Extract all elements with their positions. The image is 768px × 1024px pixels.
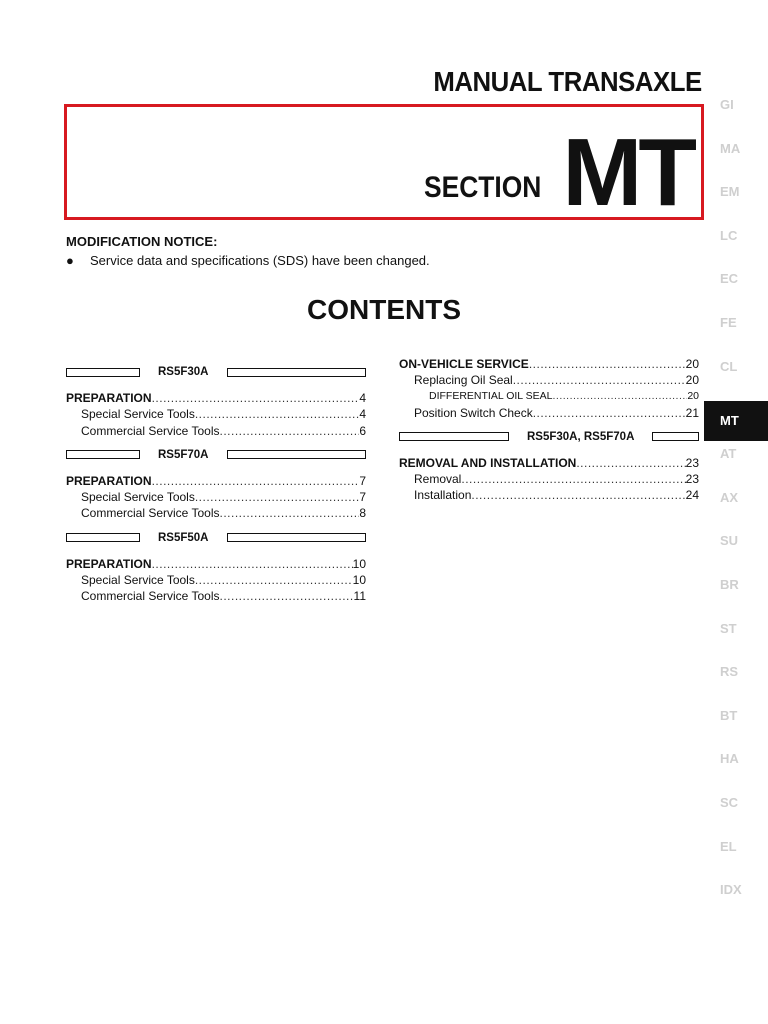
- toc-entry-title: Position Switch Check: [414, 405, 533, 420]
- dot-leader: [152, 473, 360, 489]
- toc-entry-title: ON-VEHICLE SERVICE: [399, 357, 529, 371]
- notice-text: Service data and specifications (SDS) have been changed.: [90, 253, 430, 268]
- section-tab-su[interactable]: SU: [720, 533, 739, 549]
- toc-entry-page: 7: [359, 490, 366, 505]
- toc-entry[interactable]: [66, 556, 366, 572]
- toc-entry-page: 11: [353, 589, 366, 604]
- toc-entry-title: PREPARATION: [66, 556, 152, 571]
- dot-leader: [195, 489, 359, 505]
- toc-entry-title: Special Service Tools: [81, 490, 195, 505]
- contents-column-right: [399, 356, 699, 504]
- variant-label: RS5F30A: [158, 366, 209, 378]
- toc-entry[interactable]: [399, 487, 699, 503]
- toc-entry-title: Removal: [414, 472, 462, 487]
- toc-entry[interactable]: [399, 471, 699, 487]
- dot-leader: [220, 423, 360, 439]
- notice-title: MODIFICATION NOTICE:: [66, 234, 218, 249]
- section-tab-idx[interactable]: IDX: [720, 882, 742, 898]
- section-tab-bt[interactable]: BT: [720, 707, 738, 723]
- toc-entry-title: PREPARATION: [66, 474, 152, 489]
- dot-leader: [152, 390, 360, 406]
- section-tab-gi[interactable]: GI: [720, 97, 734, 112]
- toc-entry-title: Special Service Tools: [81, 407, 195, 422]
- toc-entry-page: 23: [685, 472, 699, 487]
- section-tab-rail: [704, 94, 768, 923]
- divider-bar: [652, 432, 699, 441]
- divider-bar: [227, 533, 367, 542]
- toc-entry-title: PREPARATION: [66, 391, 152, 406]
- section-tab-br[interactable]: BR: [720, 576, 739, 592]
- toc-entry-title: Commercial Service Tools: [81, 423, 220, 438]
- divider-bar: [66, 450, 140, 459]
- variant-divider: [66, 530, 366, 546]
- section-tab-ma[interactable]: MA: [720, 140, 741, 156]
- section-tab-lc[interactable]: LC: [720, 227, 738, 243]
- dot-leader: [529, 356, 686, 372]
- toc-entry-title: REMOVAL AND INSTALLATION: [399, 456, 577, 471]
- toc-entry[interactable]: [66, 572, 366, 588]
- section-tab-fe[interactable]: FE: [720, 314, 737, 330]
- divider-bar: [66, 368, 140, 377]
- divider-bar: [399, 432, 509, 441]
- toc-entry[interactable]: [399, 405, 699, 421]
- toc-entry-page: 20: [685, 373, 699, 388]
- toc-entry-page: 21: [685, 405, 699, 420]
- section-box: [64, 104, 704, 226]
- section-tab-mt[interactable]: MT: [704, 401, 768, 441]
- section-tab-el[interactable]: EL: [720, 838, 737, 854]
- toc-entry[interactable]: [66, 406, 366, 422]
- section-tab-cl[interactable]: CL: [720, 358, 738, 374]
- section-tab-sc[interactable]: SC: [720, 794, 739, 810]
- variant-divider: [399, 429, 699, 445]
- toc-entry[interactable]: [399, 455, 699, 471]
- dot-leader: [471, 487, 685, 503]
- page-title: MANUAL TRANSAXLE: [433, 66, 702, 97]
- section-code: MT: [562, 119, 693, 226]
- dot-leader: [553, 388, 688, 404]
- variant-label: RS5F30A, RS5F70A: [527, 430, 635, 443]
- dot-leader: [195, 572, 353, 588]
- toc-entry-page: 20: [685, 357, 699, 371]
- toc-entry-title: Special Service Tools: [81, 573, 195, 588]
- dot-leader: [533, 405, 686, 421]
- divider-bar: [227, 368, 367, 377]
- toc-entry-title: DIFFERENTIAL OIL SEAL: [429, 390, 553, 403]
- toc-entry[interactable]: [66, 505, 366, 521]
- section-tab-at[interactable]: AT: [720, 446, 737, 462]
- section-tab-rs[interactable]: RS: [720, 664, 739, 680]
- variant-label: RS5F70A: [158, 448, 209, 461]
- toc-entry-title: Installation: [414, 488, 472, 503]
- toc-entry-page: 10: [352, 556, 366, 571]
- toc-entry[interactable]: [66, 423, 366, 439]
- toc-entry-page: 4: [359, 407, 366, 422]
- section-tab-st[interactable]: ST: [720, 620, 737, 636]
- contents-heading: CONTENTS: [307, 294, 461, 325]
- contents-column-left: [66, 356, 366, 604]
- divider-bar: [227, 450, 367, 459]
- toc-entry-page: 6: [359, 423, 366, 438]
- section-tab-ax[interactable]: AX: [720, 489, 739, 505]
- section-tab-ha[interactable]: HA: [720, 751, 739, 767]
- variant-label: RS5F50A: [158, 531, 209, 544]
- variant-divider: [66, 447, 366, 463]
- toc-entry-page: 23: [685, 456, 699, 471]
- toc-entry[interactable]: [66, 473, 366, 489]
- divider-bar: [66, 533, 140, 542]
- section-label: SECTION: [423, 171, 541, 204]
- dot-leader: [152, 556, 353, 572]
- dot-leader: [576, 455, 685, 471]
- dot-leader: [220, 588, 354, 604]
- toc-entry-title: Replacing Oil Seal: [414, 373, 513, 388]
- toc-entry[interactable]: [399, 372, 699, 388]
- toc-entry-page: 4: [359, 391, 366, 406]
- dot-leader: [220, 505, 360, 521]
- toc-entry[interactable]: [399, 388, 699, 404]
- variant-divider: [66, 364, 366, 380]
- section-tab-em[interactable]: EM: [720, 184, 740, 200]
- section-tab-ec[interactable]: EC: [720, 271, 739, 287]
- toc-entry[interactable]: [399, 356, 699, 372]
- toc-entry[interactable]: [66, 489, 366, 505]
- notice-item: [66, 253, 430, 268]
- toc-entry-page: 10: [352, 573, 366, 588]
- toc-entry-page: 8: [359, 506, 366, 521]
- dot-leader: [195, 406, 359, 422]
- toc-entry[interactable]: [66, 588, 366, 604]
- bullet-icon: ●: [66, 253, 74, 268]
- toc-entry-page: 20: [687, 390, 699, 403]
- toc-entry-title: Commercial Service Tools: [81, 589, 220, 604]
- toc-entry[interactable]: [66, 390, 366, 406]
- dot-leader: [513, 372, 686, 388]
- toc-entry-page: 7: [359, 474, 366, 489]
- dot-leader: [461, 471, 685, 487]
- toc-entry-page: 24: [685, 488, 699, 503]
- toc-entry-title: Commercial Service Tools: [81, 506, 220, 521]
- modification-notice: [66, 234, 430, 268]
